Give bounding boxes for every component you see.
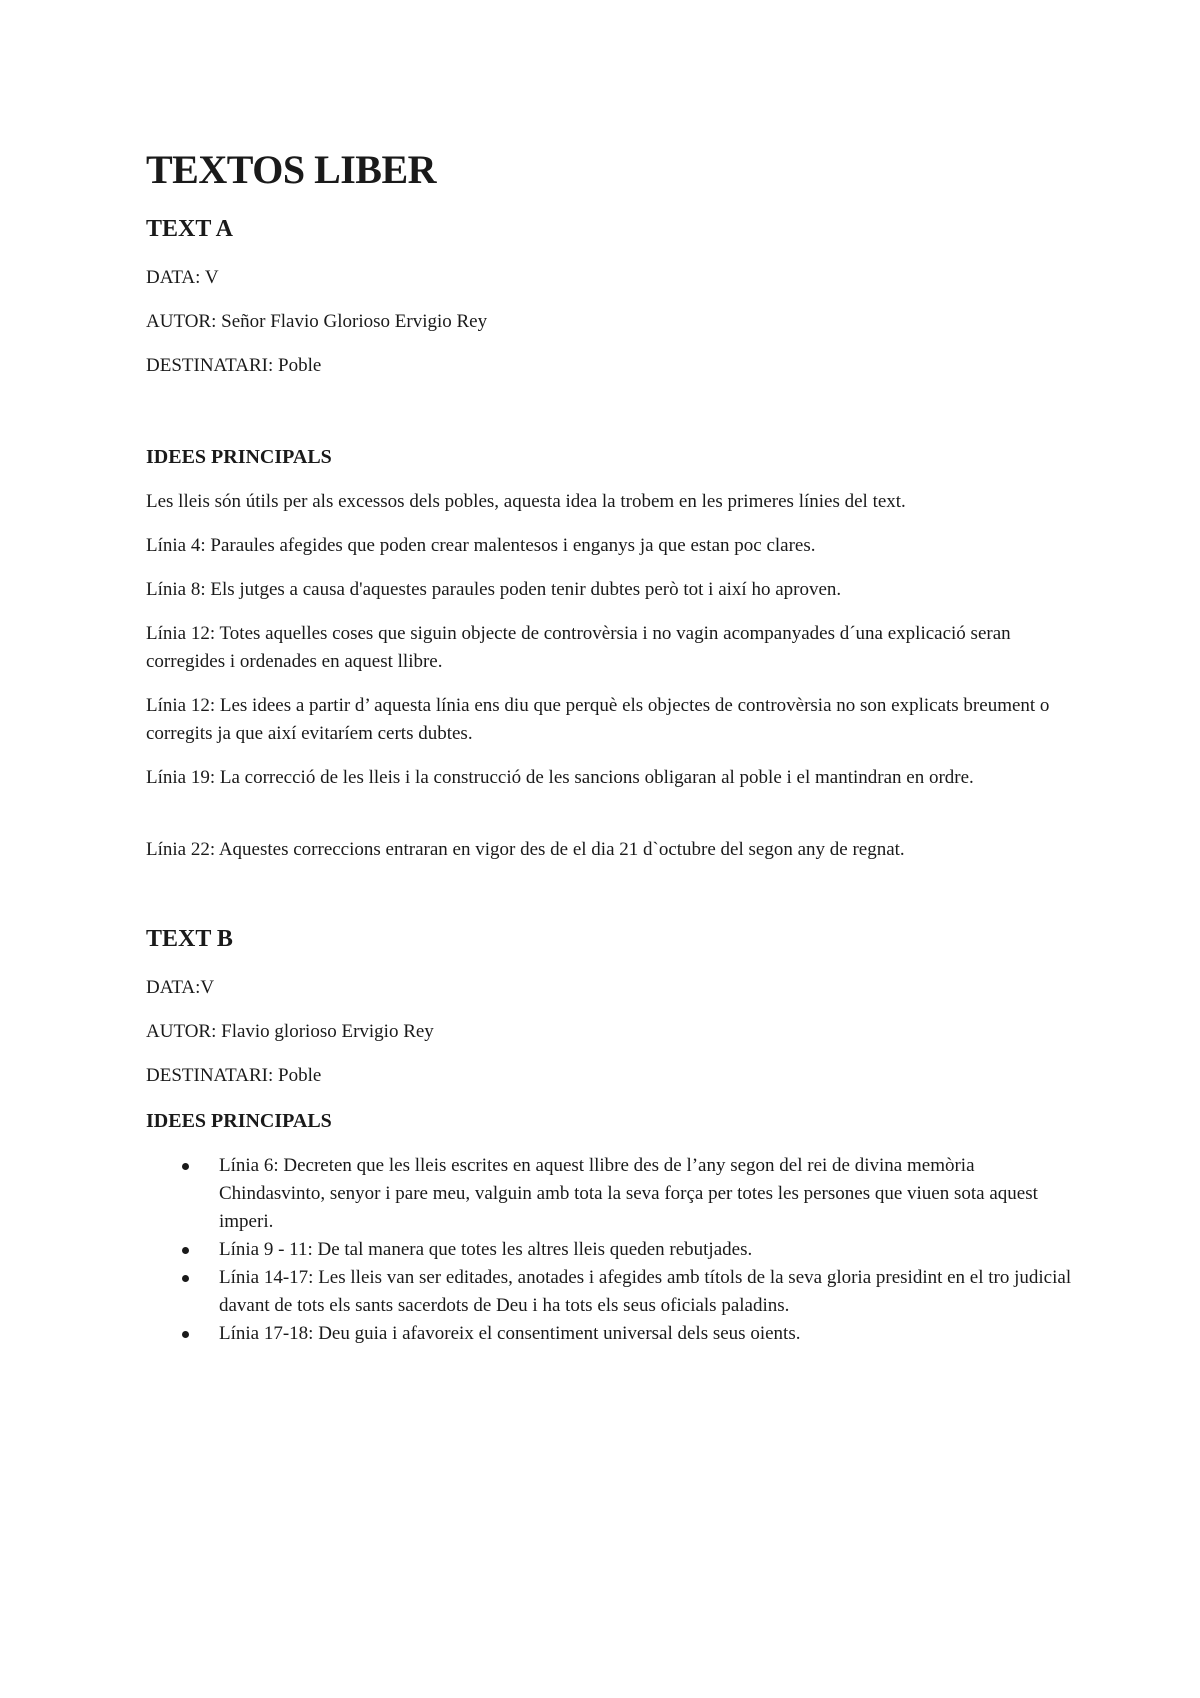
text-b-heading: TEXT B	[146, 926, 233, 952]
text-a-autor: AUTOR: Señor Flavio Glorioso Ervigio Rey	[146, 311, 488, 332]
text-a-paragraph: Línia 22: Aquestes correccions entraran en vigor des de el dia 21 d`octubre del segon any de regnat.	[146, 839, 905, 860]
bullet-item	[146, 1264, 1076, 1320]
bullet-icon	[182, 1163, 189, 1170]
text-a-paragraph: Línia 12: Totes aquelles coses que siguin objecte de controvèrsia i no vagin acompanyades d´una explicació seran corregides i ordenades en aquest llibre.	[146, 623, 1011, 672]
text-b-bullet-list	[146, 1152, 1076, 1348]
bullet-text: Línia 6: Decreten que les lleis escrites en aquest llibre des de l’any segon del rei de divina memòria Chindasvinto, senyor i pare meu, valguin amb tota la seva força per totes les persones que viuen sota aquest imperi.	[219, 1155, 1038, 1232]
text-a-heading: TEXT A	[146, 216, 233, 242]
text-b-autor: AUTOR: Flavio glorioso Ervigio Rey	[146, 1021, 434, 1042]
text-a-paragraph: Línia 8: Els jutges a causa d'aquestes paraules poden tenir dubtes però tot i així ho aproven.	[146, 579, 842, 600]
text-a-paragraph: Les lleis són útils per als excessos dels pobles, aquesta idea la trobem en les primeres línies del text.	[146, 491, 906, 512]
bullet-text: Línia 9 - 11: De tal manera que totes les altres lleis queden rebutjades.	[219, 1239, 753, 1260]
bullet-icon	[182, 1331, 189, 1338]
bullet-item	[146, 1320, 1076, 1348]
text-b-destinatari: DESTINATARI: Poble	[146, 1065, 322, 1086]
bullet-icon	[182, 1247, 189, 1254]
text-b-idees-heading: IDEES PRINCIPALS	[146, 1110, 332, 1132]
bullet-text: Línia 17-18: Deu guia i afavoreix el consentiment universal dels seus oients.	[219, 1323, 801, 1344]
bullet-icon	[182, 1275, 189, 1282]
document-title: TEXTOS LIBER	[146, 147, 437, 192]
bullet-text: Línia 14-17: Les lleis van ser editades, anotades i afegides amb títols de la seva gloria presidint en el tro judicial davant de tots els sants sacerdots de Deu i ha tots els seus oficials paladins.	[219, 1267, 1072, 1316]
text-a-idees-heading: IDEES PRINCIPALS	[146, 446, 332, 468]
text-b-data: DATA:V	[146, 977, 215, 998]
text-a-paragraph: Línia 12: Les idees a partir d’ aquesta línia ens diu que perquè els objectes de controvèrsia no son explicats breument o corregits ja que així evitaríem certs dubtes.	[146, 695, 1050, 744]
text-a-destinatari: DESTINATARI: Poble	[146, 355, 322, 376]
bullet-item	[146, 1236, 1076, 1264]
text-a-data: DATA: V	[146, 267, 219, 288]
bullet-item	[146, 1152, 1076, 1236]
text-a-paragraph: Línia 19: La correcció de les lleis i la construcció de les sancions obligaran al poble i el mantindran en ordre.	[146, 767, 974, 788]
text-a-paragraph: Línia 4: Paraules afegides que poden crear malentesos i enganys ja que estan poc clares.	[146, 535, 816, 556]
